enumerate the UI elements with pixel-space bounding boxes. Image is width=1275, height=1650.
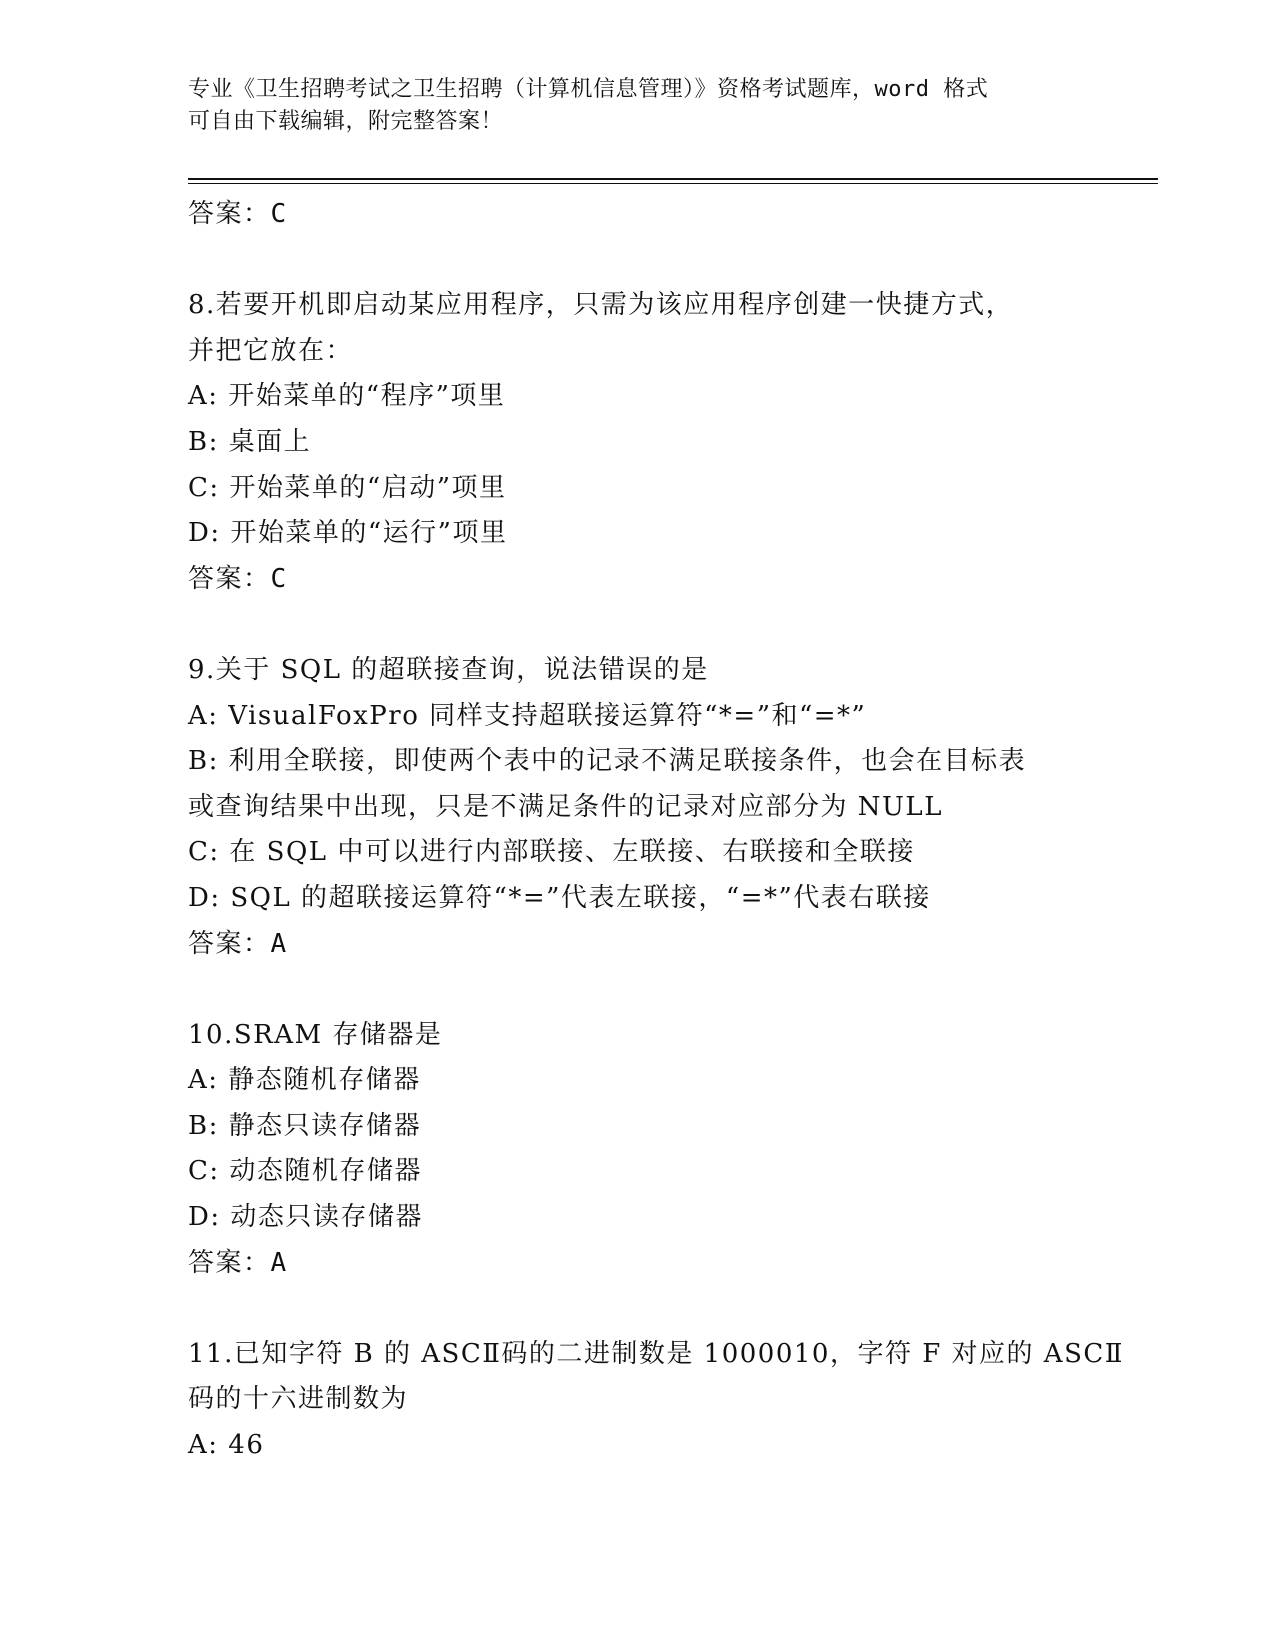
header-divider-thin — [188, 183, 1158, 184]
answer-value: C — [270, 199, 288, 229]
option-10-d: D: 动态只读存储器 — [188, 1202, 423, 1233]
header-line-1: 专业《卫生招聘考试之卫生招聘（计算机信息管理）》资格考试题库，word 格式 — [188, 77, 989, 102]
question-stem-8-line-2: 并把它放在： — [188, 335, 354, 366]
option-10-c: C: 动态随机存储器 — [188, 1156, 422, 1187]
answer-line-10 — [188, 1241, 1158, 1287]
spacer — [188, 1286, 1158, 1332]
option-8-b: B: 桌面上 — [188, 426, 312, 457]
question-stem-9: 9.关于 SQL 的超联接查询，说法错误的是 — [188, 654, 709, 685]
answer-label: 答案： — [188, 928, 271, 959]
answer-label: 答案： — [188, 563, 271, 594]
answer-label: 答案： — [188, 199, 271, 229]
answer-line-9 — [188, 922, 1158, 968]
option-9-b-continued: 或查询结果中出现，只是不满足条件的记录对应部分为 NULL — [188, 791, 943, 822]
option-9-d: D: SQL 的超联接运算符“*=”代表左联接，“=*”代表右联接 — [188, 882, 931, 913]
option-8-d: D: 开始菜单的“运行”项里 — [188, 518, 508, 549]
question-stem-11-line-1: 11.已知字符 B 的 ASCⅡ码的二进制数是 1000010，字符 F 对应的 ASCⅡ — [188, 1338, 1124, 1369]
header-divider-thick — [188, 178, 1158, 180]
option-10-a: A: 静态随机存储器 — [188, 1065, 421, 1096]
document-header — [188, 74, 1088, 138]
option-9-b: B: 利用全联接，即使两个表中的记录不满足联接条件，也会在目标表 — [188, 746, 1027, 777]
option-9-c: C: 在 SQL 中可以进行内部联接、左联接、右联接和全联接 — [188, 837, 915, 868]
option-8-a: A: 开始菜单的“程序”项里 — [188, 381, 506, 412]
spacer — [188, 967, 1158, 1013]
question-stem-11-line-2: 码的十六进制数为 — [188, 1384, 409, 1415]
option-8-c: C: 开始菜单的“启动”项里 — [188, 472, 507, 503]
spacer — [188, 238, 1158, 284]
question-stem-8-line-1: 8.若要开机即启动某应用程序，只需为该应用程序创建一快捷方式， — [188, 290, 1014, 321]
option-11-a: A: 46 — [188, 1430, 265, 1461]
answer-value: A — [270, 1247, 288, 1278]
answer-line — [188, 192, 1158, 238]
question-stem-10: 10.SRAM 存储器是 — [188, 1019, 443, 1050]
spacer — [188, 602, 1158, 648]
option-10-b: B: 静态只读存储器 — [188, 1110, 422, 1141]
answer-line-8 — [188, 557, 1158, 603]
answer-value: C — [270, 563, 288, 594]
answer-value: A — [270, 928, 288, 959]
question-content — [188, 192, 1158, 1469]
answer-label: 答案： — [188, 1247, 271, 1278]
option-9-a: A: VisualFoxPro 同样支持超联接运算符“*=”和“=*” — [188, 700, 867, 731]
header-line-2: 可自由下载编辑，附完整答案！ — [188, 109, 504, 134]
